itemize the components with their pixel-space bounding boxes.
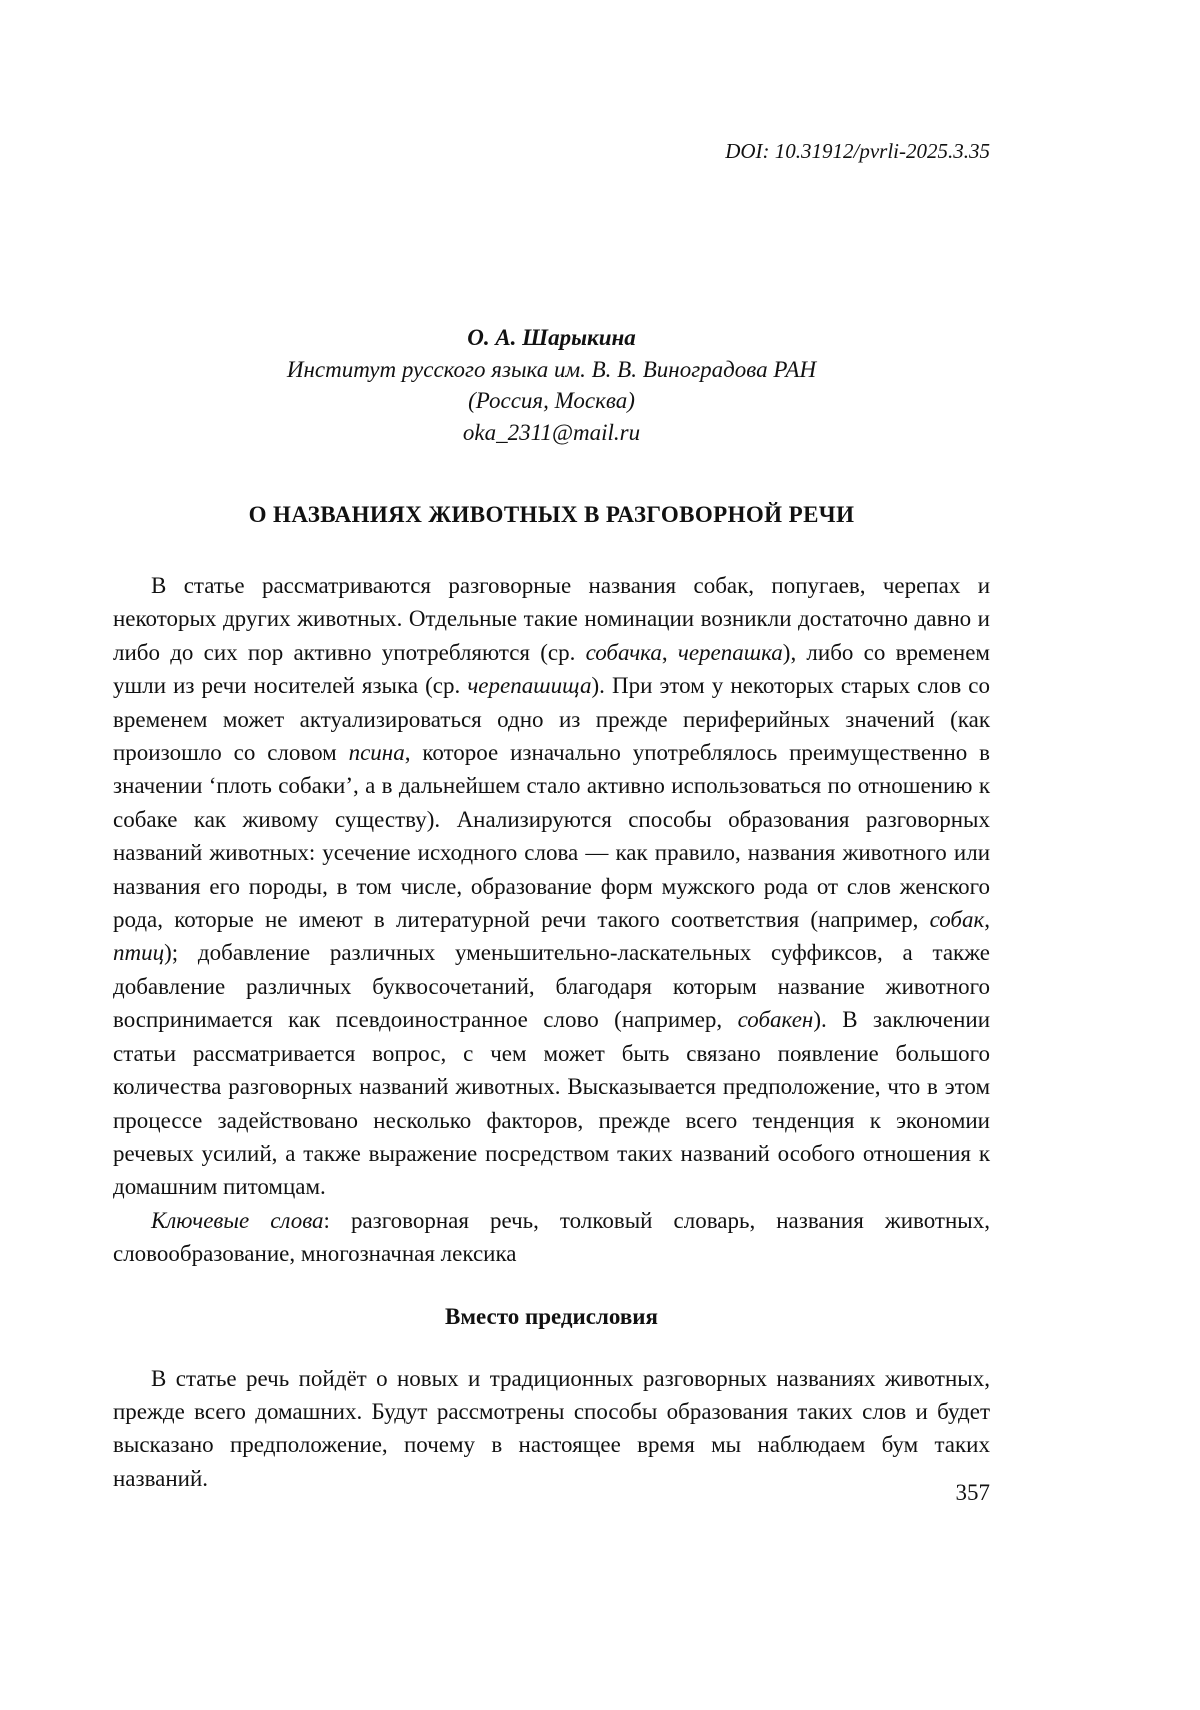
- intro-paragraph: В статье речь пойдёт о новых и традиционных разговорных названиях животных, прежде всего домашних. Будут рассмотрены способы образования таких слов и будет высказано предположение, почему в настоящее время мы наблюдаем бум таких названий.: [113, 1365, 990, 1491]
- author-email: oka_2311@mail.ru: [462, 419, 641, 445]
- page-number: 357: [955, 1480, 990, 1505]
- author-affiliation: Институт русского языка им. В. В. Виноградова РАН: [286, 356, 817, 382]
- abstract-paragraph: В статье рассматриваются разговорные названия собак, попугаев, черепах и некоторых других животных. Отдельные такие номинации возникли достаточно давно и либо до сих пор активно употребляются (ср. собачка, черепашка), либо со временем ушли из речи носителей языка (ср. черепашища). При этом у некоторых старых слов со временем может актуализироваться одно из прежде периферийных значений (как произошло со словом псина, которое изначально употреблялось преимущественно в значении ‘плоть собаки’, а в дальнейшем стало активно использоваться по отношению к собаке как живому существу). Анализируются способы образования разговорных названий животных: усечение исходного слова — как правило, названия животного или названия его породы, в том числе, образование форм мужского рода от слов женского рода, которые не имеют в литературной речи такого соответствия (например, собак, птиц); добавление различных уменьшительно-ласкательных суффиксов, а также добавление различных буквосочетаний, благодаря которым название животного воспринимается как псевдоиностранное слово (например, собакен). В заключении статьи рассматривается вопрос, с чем может быть связано появление большого количества разговорных названий животных. Высказывается предположение, что в этом процессе задействовано несколько факторов, прежде всего тенденция к экономии речевых усилий, а также выражение посредством таких названий особого отношения к домашним питомцам.: [113, 573, 990, 1200]
- author-location: (Россия, Москва): [468, 388, 635, 413]
- paper-title: О НАЗВАНИЯХ ЖИВОТНЫХ В РАЗГОВОРНОЙ РЕЧИ: [248, 502, 855, 527]
- document-page: [113, 0, 990, 1495]
- doi-line: DOI: 10.31912/pvrli-2025.3.35: [725, 139, 990, 163]
- author-name: О. А. Шарыкина: [467, 325, 636, 350]
- keywords-paragraph: Ключевые слова: разговорная речь, толковый словарь, названия животных, словообразование, многозначная лексика: [113, 1207, 990, 1267]
- author-block: [113, 322, 990, 448]
- section-heading: Вместо предисловия: [445, 1303, 658, 1329]
